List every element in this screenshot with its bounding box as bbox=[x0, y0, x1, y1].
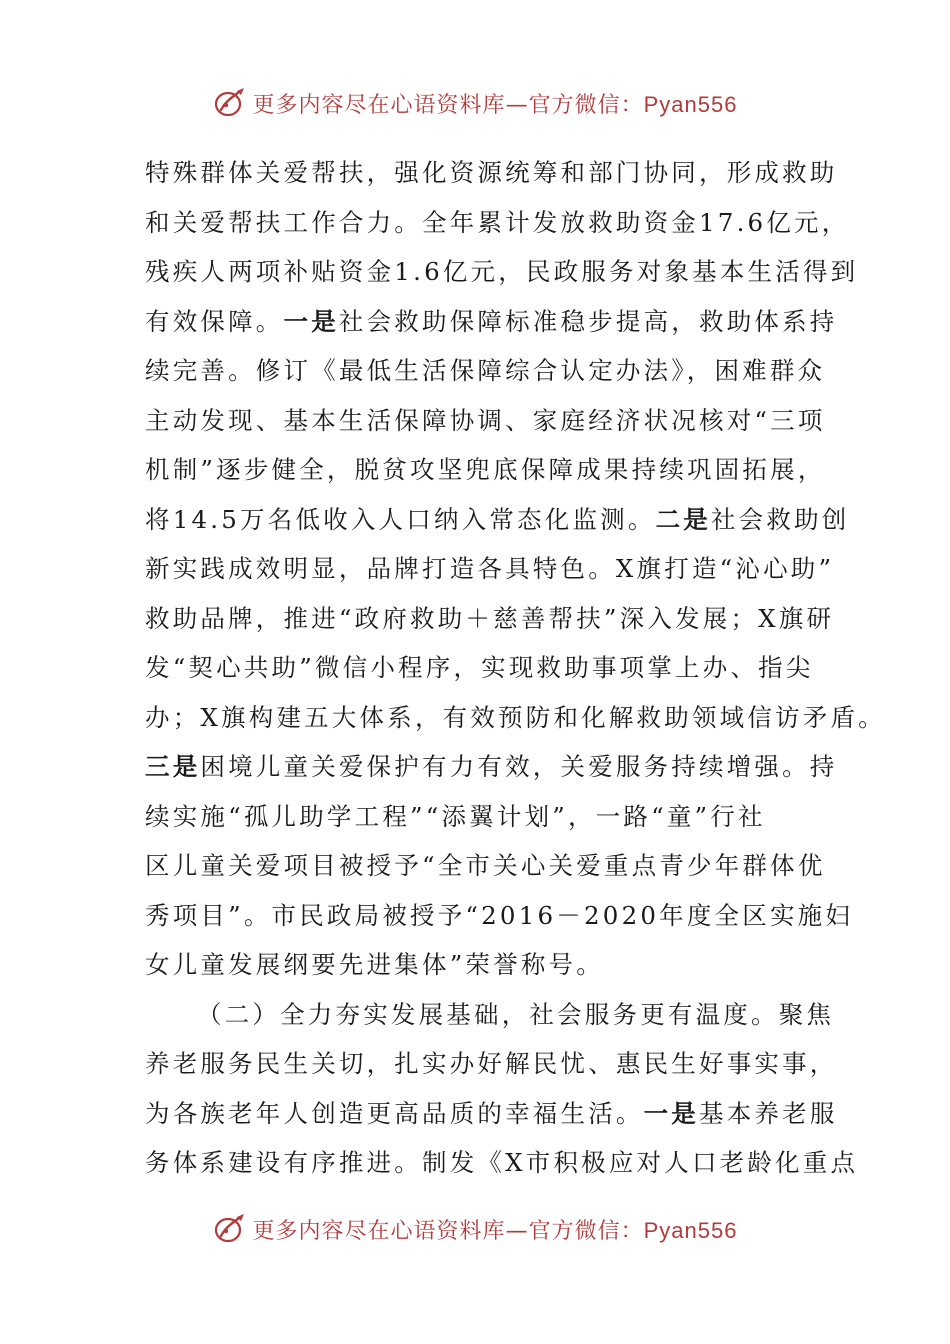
text-line: 养老服务民生关切，扎实办好解民忧、惠民生好事实事， bbox=[145, 1049, 838, 1078]
text-line: 办；X旗构建五大体系，有效预防和化解救助领域信访矛盾。 bbox=[145, 702, 886, 732]
text-line: 新实践成效明显，品牌打造各具特色。X旗打造“沁心助” bbox=[145, 554, 835, 583]
text-line: 续实施“孤儿助学工程”“添翼计划”，一路“童”行社 bbox=[145, 801, 766, 831]
text-line bbox=[145, 297, 838, 347]
text-line: 特殊群体关爱帮扶，强化资源统筹和部门协同，形成救助 bbox=[145, 158, 838, 187]
footer-banner bbox=[0, 1204, 950, 1254]
header-banner-main: 更多内容尽在心语资料库 bbox=[252, 92, 506, 118]
text-line: 和关爱帮扶工作合力。全年累计发放救助资金17.6亿元， bbox=[145, 207, 850, 237]
text-line: 续完善。修订《最低生活保障综合认定办法》，困难群众 bbox=[145, 356, 826, 385]
footer-banner-official: 官方微信： bbox=[528, 1218, 644, 1244]
footer-banner-handle: Pyan556 bbox=[643, 1217, 738, 1243]
pen-seal-icon bbox=[213, 86, 247, 120]
text-line: 秀项目”。市民政局被授予“2016－2020年度全区实施妇 bbox=[145, 900, 854, 930]
bold-marker: 三是 bbox=[145, 752, 201, 781]
text-line: 救助品牌，推进“政府救助＋慈善帮扶”深入发展；X旗研 bbox=[145, 603, 835, 633]
text-line bbox=[145, 495, 850, 545]
text-segment: 有效保障。 bbox=[145, 306, 284, 336]
header-banner-official: 官方微信： bbox=[528, 92, 644, 118]
footer-banner-main: 更多内容尽在心语资料库 bbox=[252, 1218, 506, 1244]
header-banner bbox=[0, 78, 950, 128]
text-segment: 为各族老年人创造更高品质的幸福生活。 bbox=[145, 1098, 644, 1128]
bold-marker: 一是 bbox=[643, 1098, 700, 1128]
text-line: 区儿童关爱项目被授予“全市关心关爱重点青少年群体优 bbox=[145, 851, 826, 880]
text-line bbox=[145, 742, 838, 792]
text-line: 务体系建设有序推进。制发《X市积极应对人口老龄化重点 bbox=[145, 1148, 859, 1177]
text-line: 发“契心共助”微信小程序，实现救助事项掌上办、指尖 bbox=[145, 653, 814, 682]
text-line: （二）全力夯实发展基础，社会服务更有温度。聚焦 bbox=[197, 999, 835, 1029]
text-line: 残疾人两项补贴资金1.6亿元，民政服务对象基本生活得到 bbox=[145, 257, 859, 286]
text-segment: 社会救助保障标准稳步提高，救助体系持 bbox=[338, 306, 838, 336]
header-banner-text bbox=[253, 88, 738, 119]
document-body bbox=[145, 148, 886, 1188]
text-line bbox=[145, 1089, 838, 1139]
text-segment: 困境儿童关爱保护有力有效，关爱服务持续增强。持 bbox=[200, 752, 838, 781]
pen-seal-icon bbox=[213, 1212, 247, 1246]
text-line: 主动发现、基本生活保障协调、家庭经济状况核对“三项 bbox=[145, 405, 826, 435]
text-segment: 将14.5万名低收入人口纳入常态化监测。 bbox=[145, 504, 656, 534]
bold-marker: 一是 bbox=[283, 306, 339, 336]
header-banner-handle: Pyan556 bbox=[643, 91, 738, 117]
bold-marker: 二是 bbox=[655, 504, 711, 534]
footer-banner-dash: — bbox=[505, 1218, 529, 1244]
text-segment: 基本养老服 bbox=[699, 1098, 838, 1128]
footer-banner-text bbox=[253, 1214, 738, 1245]
text-segment: 社会救助创 bbox=[710, 504, 850, 534]
header-banner-dash: — bbox=[505, 92, 529, 118]
text-line: 机制”逐步健全，脱贫攻坚兜底保障成果持续巩固拓展， bbox=[145, 455, 826, 484]
text-line: 女儿童发展纲要先进集体”荣誉称号。 bbox=[145, 950, 604, 979]
